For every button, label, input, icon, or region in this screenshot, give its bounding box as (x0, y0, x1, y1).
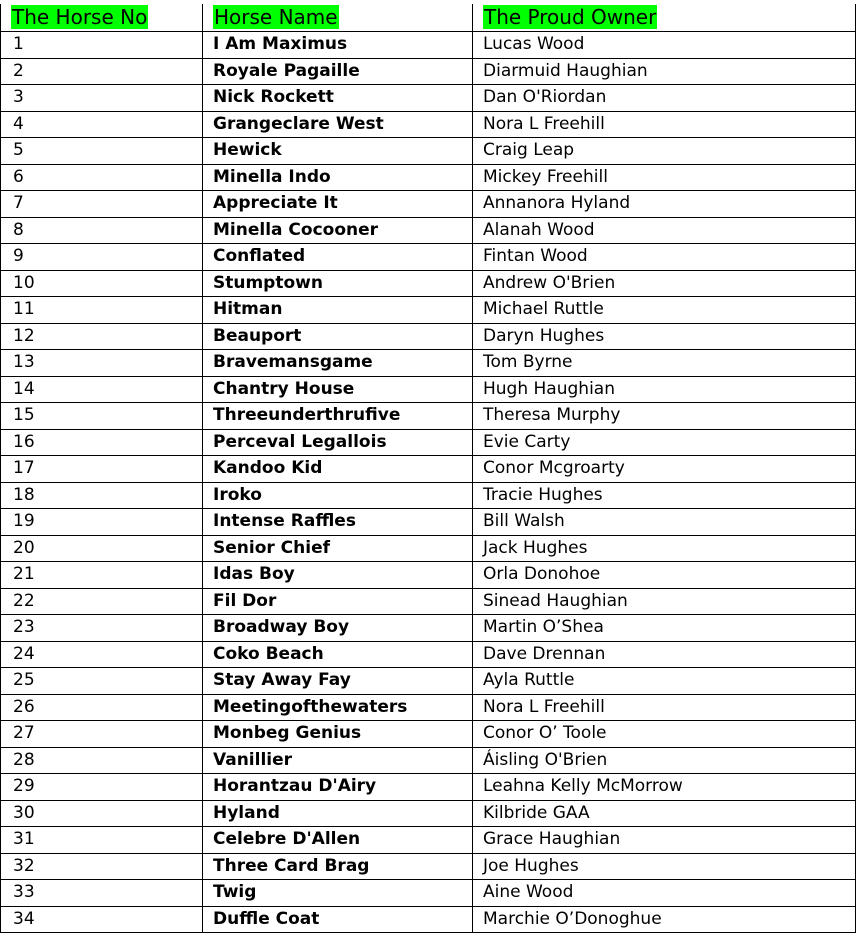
table-row (1, 350, 856, 377)
horse-name-cell: Twig (203, 880, 473, 907)
horse-number-cell: 2 (1, 58, 203, 85)
horse-number-cell: 1 (1, 32, 203, 59)
table-row (1, 138, 856, 165)
owner-name-cell: Jack Hughes (473, 535, 856, 562)
horse-number-cell: 11 (1, 297, 203, 324)
table-row (1, 562, 856, 589)
table-row (1, 482, 856, 509)
horse-number-cell: 23 (1, 615, 203, 642)
horse-name-cell: Three Card Brag (203, 853, 473, 880)
table-row (1, 827, 856, 854)
owner-name-cell: Mickey Freehill (473, 164, 856, 191)
horse-number-cell: 21 (1, 562, 203, 589)
owner-name-cell: Conor Mcgroarty (473, 456, 856, 483)
owner-name-cell: Dan O'Riordan (473, 85, 856, 112)
owner-name-cell: Dave Drennan (473, 641, 856, 668)
owner-name-cell: Diarmuid Haughian (473, 58, 856, 85)
header-horse-name (203, 4, 473, 32)
owner-name-cell: Annanora Hyland (473, 191, 856, 218)
horse-name-cell: Fil Dor (203, 588, 473, 615)
horse-name-cell: Intense Raffles (203, 509, 473, 536)
horse-number-cell: 32 (1, 853, 203, 880)
horse-number-cell: 7 (1, 191, 203, 218)
table-row (1, 32, 856, 59)
horse-number-cell: 31 (1, 827, 203, 854)
owner-name-cell: Sinead Haughian (473, 588, 856, 615)
owner-name-cell: Fintan Wood (473, 244, 856, 271)
horse-number-cell: 5 (1, 138, 203, 165)
header-horse-no (1, 4, 203, 32)
table-row (1, 270, 856, 297)
horse-name-cell: Hitman (203, 297, 473, 324)
owner-name-cell: Theresa Murphy (473, 403, 856, 430)
horse-number-cell: 34 (1, 906, 203, 933)
table-row (1, 747, 856, 774)
horse-number-cell: 6 (1, 164, 203, 191)
horse-owner-table (0, 4, 856, 933)
owner-name-cell: Evie Carty (473, 429, 856, 456)
horse-name-cell: Grangeclare West (203, 111, 473, 138)
horse-name-cell: Coko Beach (203, 641, 473, 668)
owner-name-cell: Michael Ruttle (473, 297, 856, 324)
table-row (1, 217, 856, 244)
horse-number-cell: 8 (1, 217, 203, 244)
horse-number-cell: 18 (1, 482, 203, 509)
horse-name-cell: Perceval Legallois (203, 429, 473, 456)
horse-name-cell: Nick Rockett (203, 85, 473, 112)
table-row (1, 58, 856, 85)
table-row (1, 376, 856, 403)
horse-name-cell: Horantzau D'Airy (203, 774, 473, 801)
horse-number-cell: 10 (1, 270, 203, 297)
horse-name-cell: Minella Indo (203, 164, 473, 191)
header-horse-name-label: Horse Name (214, 5, 338, 29)
horse-name-cell: Stay Away Fay (203, 668, 473, 695)
table-row (1, 164, 856, 191)
table-row (1, 429, 856, 456)
horse-number-cell: 24 (1, 641, 203, 668)
owner-name-cell: Craig Leap (473, 138, 856, 165)
owner-name-cell: Leahna Kelly McMorrow (473, 774, 856, 801)
horse-number-cell: 15 (1, 403, 203, 430)
horse-name-cell: Hyland (203, 800, 473, 827)
horse-name-cell: Senior Chief (203, 535, 473, 562)
owner-name-cell: Lucas Wood (473, 32, 856, 59)
horse-name-cell: Broadway Boy (203, 615, 473, 642)
horse-name-cell: Iroko (203, 482, 473, 509)
horse-number-cell: 33 (1, 880, 203, 907)
horse-name-cell: Kandoo Kid (203, 456, 473, 483)
owner-name-cell: Martin O’Shea (473, 615, 856, 642)
header-row (1, 4, 856, 32)
owner-name-cell: Marchie O’Donoghue (473, 906, 856, 933)
horse-number-cell: 13 (1, 350, 203, 377)
horse-name-cell: I Am Maximus (203, 32, 473, 59)
horse-name-cell: Chantry House (203, 376, 473, 403)
horse-number-cell: 4 (1, 111, 203, 138)
table-row (1, 111, 856, 138)
horse-number-cell: 22 (1, 588, 203, 615)
horse-number-cell: 3 (1, 85, 203, 112)
owner-name-cell: Joe Hughes (473, 853, 856, 880)
horse-number-cell: 9 (1, 244, 203, 271)
horse-number-cell: 14 (1, 376, 203, 403)
owner-name-cell: Hugh Haughian (473, 376, 856, 403)
table-row (1, 456, 856, 483)
table-row (1, 323, 856, 350)
table-row (1, 588, 856, 615)
table-row (1, 800, 856, 827)
horse-number-cell: 25 (1, 668, 203, 695)
horse-name-cell: Duffle Coat (203, 906, 473, 933)
horse-number-cell: 27 (1, 721, 203, 748)
table-row (1, 535, 856, 562)
table-row (1, 668, 856, 695)
horse-number-cell: 17 (1, 456, 203, 483)
owner-name-cell: Aine Wood (473, 880, 856, 907)
table-row (1, 615, 856, 642)
horse-name-cell: Idas Boy (203, 562, 473, 589)
horse-name-cell: Meetingofthewaters (203, 694, 473, 721)
owner-name-cell: Nora L Freehill (473, 694, 856, 721)
horse-name-cell: Appreciate It (203, 191, 473, 218)
owner-name-cell: Ayla Ruttle (473, 668, 856, 695)
table-row (1, 509, 856, 536)
owner-name-cell: Alanah Wood (473, 217, 856, 244)
owner-name-cell: Kilbride GAA (473, 800, 856, 827)
table-row (1, 853, 856, 880)
owner-name-cell: Andrew O'Brien (473, 270, 856, 297)
header-horse-no-label: The Horse No (12, 5, 148, 29)
horse-number-cell: 19 (1, 509, 203, 536)
table-row (1, 721, 856, 748)
horse-name-cell: Royale Pagaille (203, 58, 473, 85)
header-proud-owner (473, 4, 856, 32)
horse-number-cell: 29 (1, 774, 203, 801)
owner-name-cell: Tom Byrne (473, 350, 856, 377)
horse-name-cell: Threeunderthrufive (203, 403, 473, 430)
horse-number-cell: 28 (1, 747, 203, 774)
horse-number-cell: 20 (1, 535, 203, 562)
horse-name-cell: Hewick (203, 138, 473, 165)
table-row (1, 694, 856, 721)
owner-name-cell: Conor O’ Toole (473, 721, 856, 748)
owner-name-cell: Bill Walsh (473, 509, 856, 536)
table-row (1, 774, 856, 801)
table-row (1, 244, 856, 271)
table-row (1, 191, 856, 218)
horse-number-cell: 26 (1, 694, 203, 721)
table-row (1, 906, 856, 933)
horse-name-cell: Conflated (203, 244, 473, 271)
owner-name-cell: Tracie Hughes (473, 482, 856, 509)
horse-name-cell: Minella Cocooner (203, 217, 473, 244)
owner-name-cell: Daryn Hughes (473, 323, 856, 350)
table-row (1, 85, 856, 112)
horse-name-cell: Vanillier (203, 747, 473, 774)
owner-name-cell: Orla Donohoe (473, 562, 856, 589)
horse-name-cell: Monbeg Genius (203, 721, 473, 748)
table-row (1, 403, 856, 430)
horse-name-cell: Stumptown (203, 270, 473, 297)
horse-number-cell: 16 (1, 429, 203, 456)
table-row (1, 880, 856, 907)
owner-name-cell: Áisling O'Brien (473, 747, 856, 774)
horse-name-cell: Celebre D'Allen (203, 827, 473, 854)
horse-number-cell: 30 (1, 800, 203, 827)
owner-name-cell: Nora L Freehill (473, 111, 856, 138)
horse-name-cell: Beauport (203, 323, 473, 350)
horse-name-cell: Bravemansgame (203, 350, 473, 377)
table-row (1, 297, 856, 324)
horse-number-cell: 12 (1, 323, 203, 350)
table-row (1, 641, 856, 668)
owner-name-cell: Grace Haughian (473, 827, 856, 854)
header-proud-owner-label: The Proud Owner (484, 5, 657, 29)
table-body (1, 32, 856, 933)
